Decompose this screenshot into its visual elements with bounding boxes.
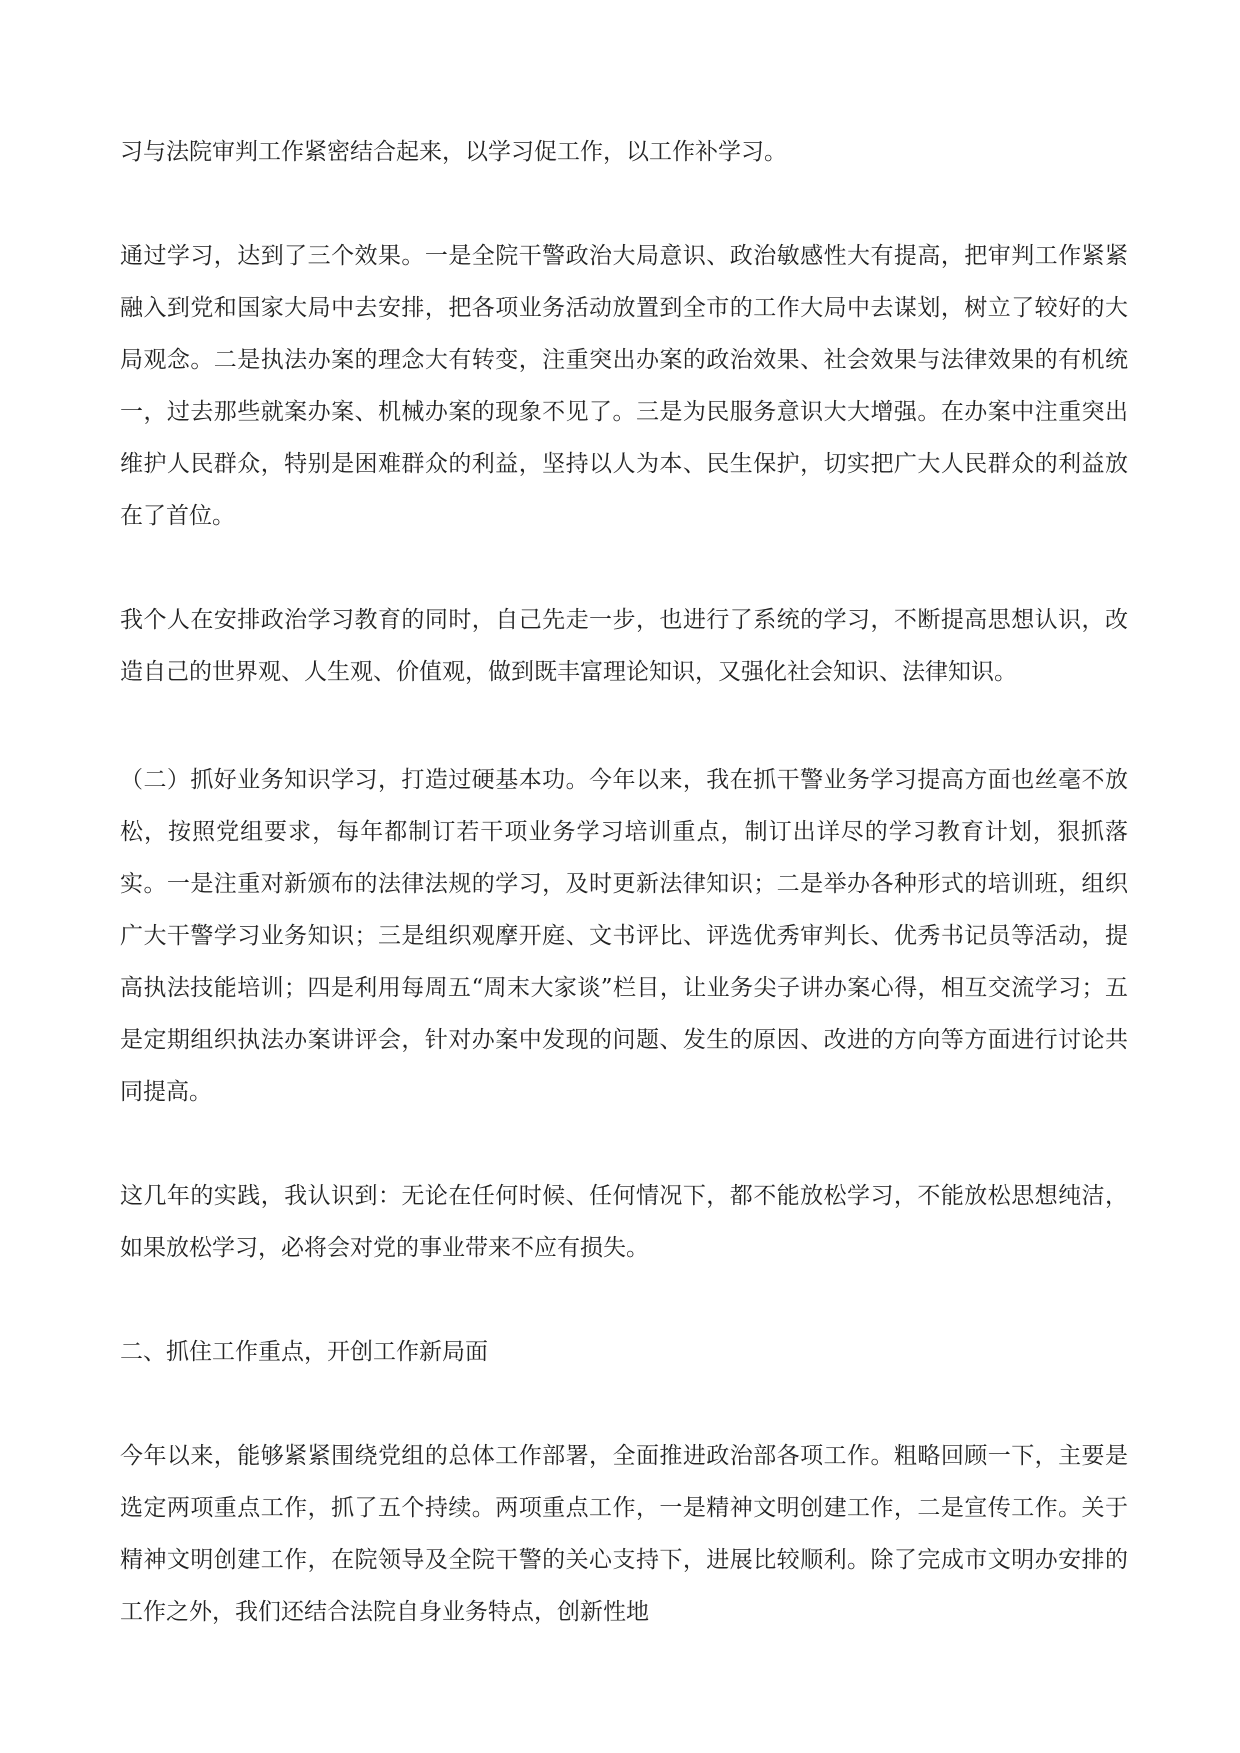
- document-body: [120, 126, 1128, 1690]
- paragraph-key-work: 今年以来，能够紧紧围绕党组的总体工作部署，全面推进政治部各项工作。粗略回顾一下，主要是选定两项重点工作，抓了五个持续。两项重点工作，一是精神文明创建工作，二是宣传工作。关于精神文明创建工作，在院领导及全院干警的关心支持下，进展比较顺利。除了完成市文明办安排的工作之外，我们还结合法院自身业务特点，创新性地: [120, 1443, 1128, 1625]
- paragraph-three-effects: 通过学习，达到了三个效果。一是全院干警政治大局意识、政治敏感性大有提高，把审判工作紧紧融入到党和国家大局中去安排，把各项业务活动放置到全市的工作大局中去谋划，树立了较好的大局观念。二是执法办案的理念大有转变，注重突出办案的政治效果、社会效果与法律效果的有机统一，过去那些就案办案、机械办案的现象不见了。三是为民服务意识大大增强。在办案中注重突出维护人民群众，特别是困难群众的利益，坚持以人为本、民生保护，切实把广大人民群众的利益放在了首位。: [120, 243, 1128, 529]
- paragraph-continuation: 习与法院审判工作紧密结合起来，以学习促工作，以工作补学习。: [120, 139, 787, 165]
- section-heading: 二、抓住工作重点，开创工作新局面: [120, 1339, 488, 1365]
- paragraph-personal-study: 我个人在安排政治学习教育的同时，自己先走一步，也进行了系统的学习，不断提高思想认识，改造自己的世界观、人生观、价值观，做到既丰富理论知识，又强化社会知识、法律知识。: [120, 607, 1128, 685]
- paragraph-business-study: （二）抓好业务知识学习，打造过硬基本功。今年以来，我在抓干警业务学习提高方面也丝毫不放松，按照党组要求，每年都制订若干项业务学习培训重点，制订出详尽的学习教育计划，狠抓落实。一是注重对新颁布的法律法规的学习，及时更新法律知识；二是举办各种形式的培训班，组织广大干警学习业务知识；三是组织观摩开庭、文书评比、评选优秀审判长、优秀书记员等活动，提高执法技能培训；四是利用每周五“周末大家谈”栏目，让业务尖子讲办案心得，相互交流学习；五是定期组织执法办案讲评会，针对办案中发现的问题、发生的原因、改进的方向等方面进行讨论共同提高。: [120, 767, 1128, 1105]
- paragraph-practice: 这几年的实践，我认识到：无论在任何时候、任何情况下，都不能放松学习，不能放松思想纯洁，如果放松学习，必将会对党的事业带来不应有损失。: [120, 1183, 1128, 1261]
